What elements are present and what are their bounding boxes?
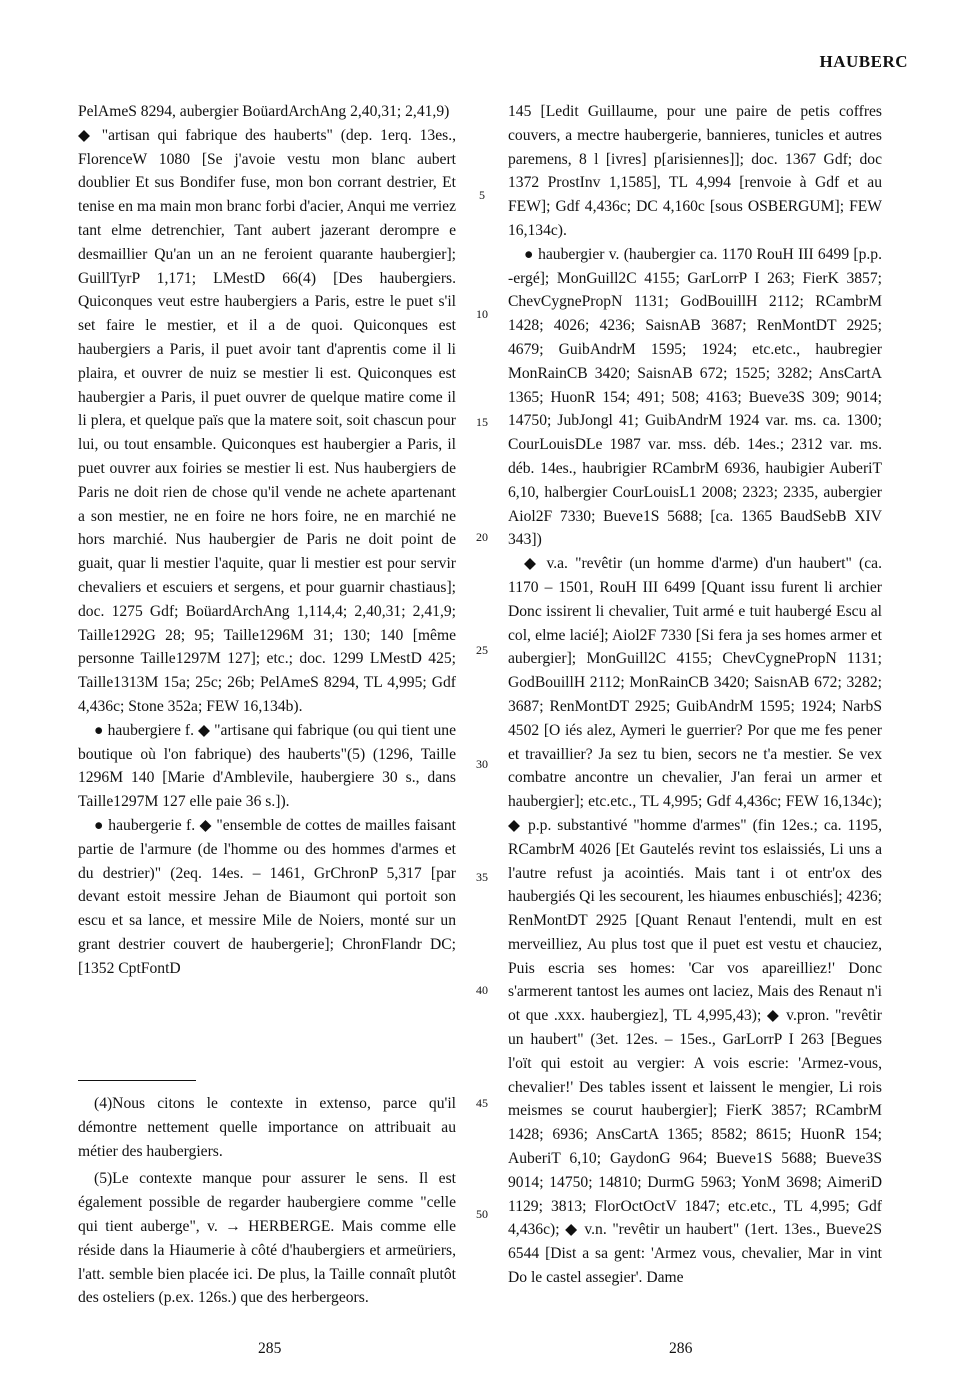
entry-haubergier: ● haubergier v. (haubergier ca. 1170 RouH III 6499 [p.p. -ergé]; MonGuill2C 4155; GarLorrP I 263; FierK 3857; ChevCygnePropN 1131; GodBouillH 2112; RCambrM 1428; 4026; 4236; SaisnAB 3687; RenMontDT 2925; 4679; GuibAndrM 1595; 1924; etc.etc., haubregier MonRainCB 3420; SaisnAB 672; 1525; 3282; AnsCartA 1365; HuonR 154; 491; 508; 4163; Bueve3S 309; 9014; 14750; JubJongl 41; GuibAndrM 1924 var. ms. ca. 1300; CourLouisDLe 1987 var. mss. déb. 14es.; 2312 var. ms. déb. 14es., haubrigier RCambrM 6936, haubigier AuberiT 6,10, halbergier CourLouisL1 2008; 2323; 2335, aubergier Aiol2F 7330; Bueve1S 5688; [ca. 1365 BaudSebB XIV 343]) [508, 245, 882, 549]
line-number: 20 [476, 530, 488, 544]
line-number: 35 [476, 870, 488, 884]
line-number: 10 [476, 307, 488, 321]
page-number-right: 286 [669, 1340, 693, 1357]
left-column [78, 100, 456, 980]
paragraph: ◆ "artisan qui fabrique des hauberts" (dep. 1erq. 13es., FlorenceW 1080 [Se j'avoie vestu mon blanc aubert doublier Et sus Bondifer fuse, mon bon corrant destrier, Et tenise en ma main mon branc forbi d'acier, Anqui me verriez tant elme detrenchier, Tant aubert jazerant derompre e desmaillier Qu'an un an ne feroient quarante haubergier]; GuillTyrP 1,171; LMestD 66(4) [Des haubergiers. Quiconques veut estre haubergiers a Paris, estre le puet s'il set faire le mestier, et il a de quoi. Quiconques est haubergiers a Paris, il puet avoir tant d'aprentis come il li plaira, et ouvrer de nuiz se mestier li est. Quiconques est haubergier a Paris, il puet ouvrer de quelque matire come il li plera, et quelque païs que la matere soit, soit chascun pour lui, ou tout ensamble. Quiconques est haubergier a Paris, il puet ouvrer aux foiries se mestier li est. Nus haubergiers de Paris ne doit rien de chose qu'il vende ne achete apartenant a son mestier, ne en foire ne hors foire, ne en marchié ne hors marchié. Nus haubergier de Paris ne doit point de guait, quar li mestier l'aquite, quar li mestier est pour servir chevaliers et escuiers et sergens, et pour guarnir chastiaus]; doc. 1275 Gdf; BoüardArchAng 1,114,4; 2,40,31; 2,41,9; Taille1292G 28; 95; Taille1296M 31; 130; 140 [même personne Taille1297M 127]; etc.; doc. 1299 LMestD 425; Taille1313M 15a; 25c; 26b; PelAmeS 8294, TL 4,995; Gdf 4,436c; Stone 352a; FEW 16,134b). [78, 126, 456, 715]
footnote-separator [78, 1080, 196, 1081]
entry-haubergiere: ● haubergiere f. ◆ "artisane qui fabrique (ou qui tient une boutique où l'on fabrique) des hauberts"(5) (1296, Taille 1296M 140 [Marie d'Amblevile, haubergiere 30 s., dans Taille1297M 127 elle paie 36 s.]). [78, 721, 456, 811]
line-number: 25 [476, 643, 488, 657]
line-number: 30 [476, 757, 488, 771]
footnote-4: (4)Nous citons le contexte in extenso, parce qu'il démontre nettement quelle importance on attribuait au métier des haubergiers. [78, 1095, 456, 1160]
paragraph: PelAmeS 8294, aubergier BoüardArchAng 2,40,31; 2,41,9) [78, 103, 450, 120]
running-head: HAUBERC [819, 52, 908, 71]
entry-haubergerie: ● haubergerie f. ◆ "ensemble de cottes de mailles faisant partie de l'armure (de l'homme ou des hommes d'armes et du destrier)" (2eq. 14es. – 1461, GrChronP 5,317 [par devant estoit messire Jehan de Biaumont qui portoit son escu et sa lance, et messire Mile de Noiers, monté sur un grant destrier couvert de haubergerie]; ChronFlandr DC; [1352 CptFontD [78, 816, 456, 977]
line-number: 45 [476, 1096, 488, 1110]
paragraph: 145 [Ledit Guillaume, pour une paire de petis coffres couvers, a mectre haubergerie, bannieres, tunicles et autres paremens, 8 l [ivres] p[arisiennes]]; doc. 1367 Gdf; doc 1372 ProstInv 1,1585], TL 4,994 [renvoie à Gdf et au FEW]; Gdf 4,436c; DC 4,160c [sous OSBERGUM]; FEW 16,134c). [508, 103, 882, 239]
line-number: 5 [479, 188, 485, 202]
right-column [508, 100, 882, 1290]
line-number: 15 [476, 415, 488, 429]
line-number: 50 [476, 1207, 488, 1221]
paragraph: ◆ v.a. "revêtir (un homme d'arme) d'un haubert" (ca. 1170 – 1501, RouH III 6499 [Quant issu furent li archier Donc issirent li chevalier, Tuit armé e tuit haubergé Escu al col, elme lacié]; Aiol2F 7330 [Si fera ja ses homes armer et aubergier]; MonGuill2C 4155; ChevCygnePropN 1131; GodBouillH 2112; MonRainCB 3420; SaisnAB 672; 3282; 3687; RenMontDT 2925; GuibAndrM 1595; 1924; NarbS 4502 [O iés alez, Aymeri le guerrier? Por que me fes pener et travaillier? Ja sez tu bien, secors ne t'a mestier. Se vex combatre ancontre un chevalier, J'an ferai un armer et haubergier]; etc.etc., TL 4,995; Gdf 4,436c; FEW 16,134c); ◆ p.p. substantivé "homme d'armes" (fin 12es.; ca. 1195, RCambrM 4026 [Et Gautelés revint tos eslaissiés, Li uns a l'autre refust ja acointiés. Mais tant i ot entr'ox des haubergiés Qi les secourent, les hiaumes enbuschiés]; 4236; RenMontDT 2925 [Quant Renaut l'entendi, mult en est merveilliez, Au plus tost que il puet est vestu et chauciez, Puis escria ses homes: 'Car vos apareilliez!' Donc s'armerent tantost les aumes ont laciez, Mais des Renaut n'i ot que .xxx. haubergiez], TL 4,995,43); ◆ v.pron. "revêtir un haubert" (3et. 12es. – 15es., GarLorrP I 263 [Begues l'oït qui estoit au vergier: A vois escrie: 'Armez-vous, chevalier!' Des tables issent et laissent le mengier, Li rois meismes se courut haubergier]; FierK 3857; RCambrM 1428; 6936; AnsCartA 1365; 8582; 8615; HuonR 154; AuberiT 6,10; GaydonG 964; Bueve1S 5688; Bueve3S 9014; 14750; 14810; DurmG 5963; YonM 3698; AimeriD 1129; 3813; FlorOctOctV 1847; etc.etc., TL 4,995; Gdf 4,436c); ◆ v.n. "revêtir un haubert" (1ert. 13es., Bueve2S 6544 [Dist a sa gent: 'Armez vous, chevalier, Mar in vint Do le castel assegier'. Dame [508, 555, 882, 1287]
footnote-5: (5)Le contexte manque pour assurer le sens. Il est également possible de regarder haubergiere comme "celle qui tient auberge", v. → HERBERGE. Mais comme elle réside dans la Hiaumerie à côté d'haubergiers et armeüriers, l'att. semble bien placée ici. De plus, la Taille connaît plutôt des osteliers (p.ex. 126s.) que des herbergeors. [78, 1170, 456, 1307]
footnotes [78, 1092, 456, 1310]
line-number: 40 [476, 983, 488, 997]
page-number-left: 285 [258, 1340, 282, 1357]
